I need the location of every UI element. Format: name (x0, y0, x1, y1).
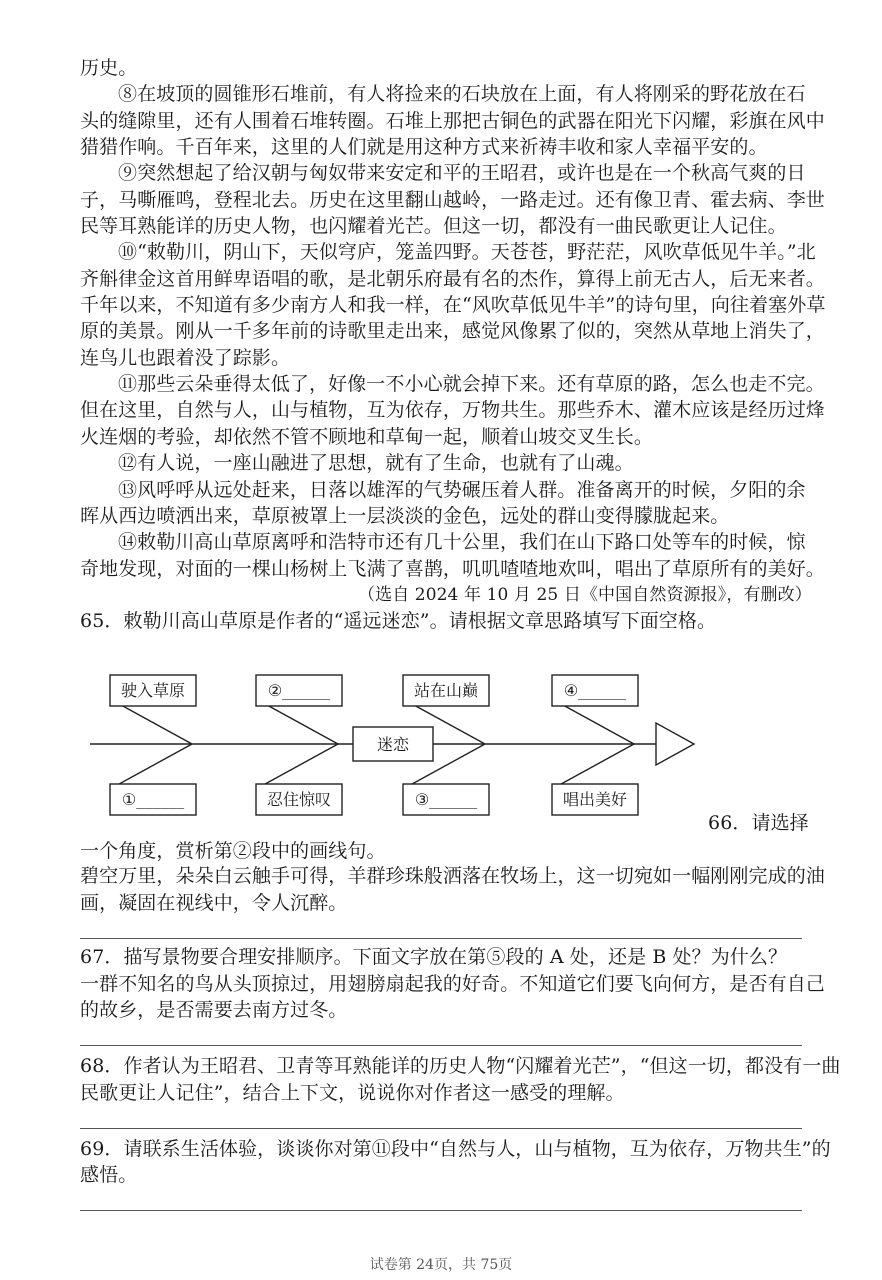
fishbone-diagram (80, 664, 720, 829)
question-69: 69．请联系生活体验，谈谈你对第⑪段中“自然与人，山与植物，互为依存，万物共生”的 (80, 1138, 831, 1160)
paragraph-9: ⑨突然想起了给汉朝与匈奴带来安定和平的王昭君，或许也是在一个秋高气爽的日 (118, 162, 806, 184)
passage-line: 原的美景。刚从一千多年前的诗歌里走出来，感觉风像累了似的，突然从草地上消失了， (80, 320, 825, 342)
passage-line: 千年以来，不知道有多少南方人和我一样，在“风吹草低见牛羊”的诗句里，向往着塞外草 (80, 294, 826, 316)
question-69-cont: 感悟。 (80, 1164, 138, 1186)
question-68-cont: 民歌更让人记住”，结合上下文，说说你对作者这一感受的理解。 (80, 1082, 625, 1104)
paragraph-12: ⑫有人说，一座山融进了思想，就有了生命，也就有了山魂。 (118, 452, 634, 474)
quote-line: 画，凝固在视线中，令人沉醉。 (80, 892, 348, 914)
diagram-label-top-3: 站在山巅 (413, 681, 479, 700)
paragraph-14: ⑭敕勒川高山草原离呼和浩特市还有几十公里，我们在山下路口处等车的时候，惊 (118, 531, 806, 553)
arrow-head (656, 723, 694, 765)
diagram-blank-4: ④______ (563, 681, 627, 700)
quote-line: 碧空万里，朵朵白云触手可得，羊群珍珠般洒落在牧场上，这一切宛如一幅刚刚完成的油 (80, 865, 825, 887)
answer-line (80, 1128, 802, 1129)
diagram-blank-2: ②______ (267, 681, 331, 700)
passage-line: 晖从西边喷洒出来，草原被罩上一层淡淡的金色，远处的群山变得朦胧起来。 (80, 505, 730, 527)
diagram-label-bottom-4: 唱出美好 (562, 790, 628, 809)
answer-line (80, 1210, 802, 1211)
passage-line: 但在这里，自然与人，山与植物，互为依存，万物共生。那些乔木、灌木应该是经历过烽 (80, 399, 825, 421)
diagram-label-top-1: 驶入草原 (120, 681, 186, 700)
passage-line: 连鸟儿也跟着没了踪影。 (80, 347, 291, 369)
question-68: 68．作者认为王昭君、卫青等耳熟能详的历史人物“闪耀着光芒”，“但这一切，都没有一曲 (80, 1055, 841, 1077)
question-66-text: 一个角度，赏析第②段中的画线句。 (80, 840, 386, 862)
passage-line: 齐斛律金这首用鲜卑语唱的歌，是北朝乐府最有名的杰作，算得上前无古人，后无来者。 (80, 268, 825, 290)
passage-line: 头的缝隙里，还有人围着石堆转圈。石堆上那把古铜色的武器在阳光下闪耀，彩旗在风中 (80, 110, 825, 132)
question-65: 65．敕勒川高山草原是作者的“遥远迷恋”。请根据文章思路填写下面空格。 (80, 610, 717, 632)
passage-line: 火连烟的考验，却依然不管不顾地和草甸一起，顺着山坡交叉生长。 (80, 426, 654, 448)
bone-line (256, 744, 338, 789)
passage-line: 猎猎作响。千百年来，这里的人们就是用这种方式来祈祷丰收和家人幸福平安的。 (80, 136, 768, 158)
bone-line (552, 744, 634, 789)
page-footer: 试卷第 24页，共 75页 (369, 1257, 513, 1273)
paragraph-10: ⑩“敕勒川，阴山下，天似穹庐，笼盖四野。天苍苍，野茫茫，风吹草低见牛羊。”北 (118, 241, 816, 263)
diagram-blank-3: ③______ (414, 790, 478, 809)
answer-line (80, 1045, 802, 1046)
diagram-label-bottom-2: 忍住惊叹 (266, 790, 332, 809)
quote-line: 的故乡，是否需要去南方过冬。 (80, 999, 348, 1021)
answer-line (80, 938, 802, 939)
paragraph-8: ⑧在坡顶的圆锥形石堆前，有人将捡来的石块放在上面，有人将刚采的野花放在石 (118, 83, 806, 105)
diagram-center-label: 迷恋 (376, 735, 410, 754)
diagram-blank-1: ①______ (121, 790, 185, 809)
paragraph-11: ⑪那些云朵垂得太低了，好像一不小心就会掉下来。还有草原的路，怎么也走不完。 (118, 373, 825, 395)
paragraph-13: ⑬风呼呼从远处赶来，日落以雄浑的气势碾压着人群。准备离开的时候，夕阳的余 (118, 479, 806, 501)
source-citation: （选自 2024 年 10 月 25 日《中国自然资源报》，有删改） (358, 585, 812, 605)
question-66-number: 66．请选择 (708, 812, 809, 834)
passage-line: 民等耳熟能详的历史人物，也闪耀着光芒。但这一切，都没有一曲民歌更让人记住。 (80, 215, 787, 237)
passage-line: 子，马嘶雁鸣，登程北去。历史在这里翻山越岭，一路走过。还有像卫青、霍去病、李世 (80, 189, 825, 211)
bone-line (110, 744, 192, 789)
passage-line: 历史。 (80, 57, 138, 79)
question-67: 67．描写景物要合理安排顺序。下面文字放在第⑤段的 A 处，还是 B 处？为什么？ (80, 946, 788, 968)
passage-line: 奇地发现，对面的一棵山杨树上飞满了喜鹊，叽叽喳喳地欢叫，唱出了草原所有的美好。 (80, 558, 825, 580)
quote-line: 一群不知名的鸟从头顶掠过，用翅膀扇起我的好奇。不知道它们要飞向何方，是否有自己 (80, 973, 825, 995)
